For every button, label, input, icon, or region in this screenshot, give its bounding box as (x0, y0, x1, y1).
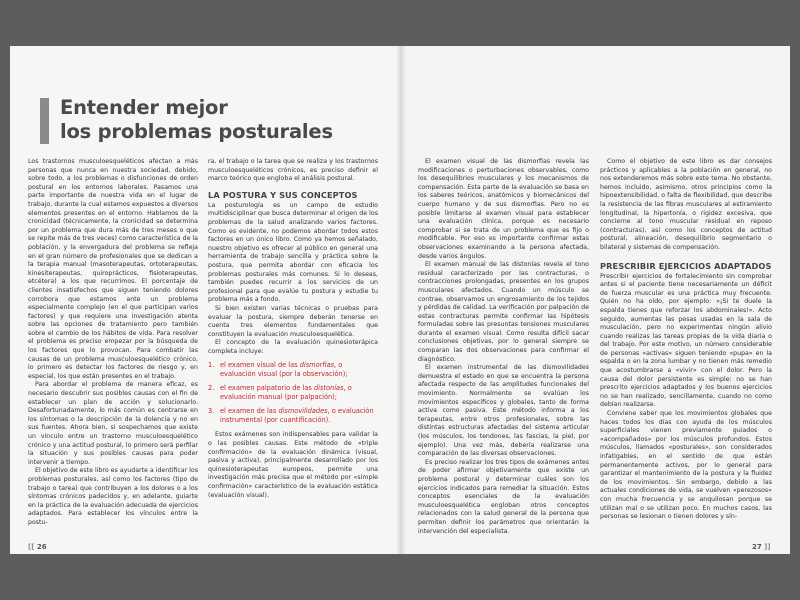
paragraph: El examen visual de las dismorfias revela las modificaciones o perturbaciones observables, como los desequilibrios musculares y los mecanismos de compensación. Esta parte de la evaluación se basa en los saberes teóricos, anatómicos y biomecánicos del cuerpo humano y de sus dismorfias. Pero no es posible limitarse al examen visual para establecer una evaluación clínica, porque es necesario comprobar si se trata de un problema que es fijo o modificable. Por eso es importante confirmar estas observaciones examinando a la persona afectada, desde varios ángulos. (418, 158, 589, 260)
chapter-title-block (40, 98, 380, 150)
list-text: el examen palpatorio de las distonías, o evaluación manual (por palpación); (220, 384, 352, 402)
paragraph: Los trastornos musculoesqueléticos afectan a más personas que nunca en nuestra sociedad, debido, sobre todo, a los problemas o disfunciones de orden postural en los entornos laborales. Pasamos una parte importante de nuestra vida en el lugar de trabajo, durante la cual estamos expuestos a diversos elementos presentes en el entorno. Hablamos de la cronicidad (técnicamente, la cronicidad se determina por un problema que dura más de tres meses o que se repite más de tres veces) como característica de la población, y la envergadura del problema se refleja en el gran número de profesionales que se dedican a la terapia manual (masoterapeutas, ortoterapeutas, kinesiterapeutas, quiroprácticos, fisioterapeutas, etcétera) a los que recurrimos. El porcentaje de clientes insatisfechos que siguen teniendo dolores corrobora que estamos ante un problema especialmente complejo (en el que participan varios factores) y que requiere una investigación atenta sobre las opciones de tratamiento pero también sobre el cambio de los hábitos de vida. Para resolver el problema es preciso empezar por la búsqueda de los factores que lo provocan. Para combatir las causas de un problema musculoesquelético crónico, lo primero es detectar los factores de riesgo y, en especial, los que están presentes en el trabajo. (28, 158, 198, 380)
paragraph: Conviene saber que los movimientos globales que haces todos los días con ayuda de los músculos superficiales vienen previamente guiados o «acompañados» por los músculos profundos. Estos músculos, llamados «posturales», son considerados infatigables, en el sentido de que están permanentemente activos, por lo general para garantizar el mantenimiento de la postura y la fluidez de los movimientos. Sin embargo, debido a las actuales condiciones de vida, se vuelven «perezosos» con mucha frecuencia y se anquilosan porque se utilizan mal o se utilizan poco. En muchos casos, las personas se lesionan o tienen dolores y sín- (600, 410, 772, 521)
list-item-3 (208, 407, 378, 425)
chapter-title (60, 96, 380, 144)
list-item-2 (208, 384, 378, 402)
paragraph: Como el objetivo de este libro es dar consejos prácticos y aplicables a la población en general, no nos extenderemos más sobre este tema. No obstante, hemos incluido, asimismo, otros principios como la hipoextensibilidad, o falta de flexibilidad, que describe la resistencia de las fibras musculares al estiramiento longitudinal, la hipertonía, o rigidez excesiva, que concierne al tono muscular residual en reposo (contracturas), así como los conceptos de actitud postural, alineación, desequilibrio segmentario o bilateral y sistemas de compensación. (600, 158, 772, 251)
section-heading-ejercicios: PRESCRIBIR EJERCICIOS ADAPTADOS (600, 260, 772, 271)
left-page (10, 46, 400, 554)
paragraph: Estos exámenes son indispensables para validar la o las posibles causas. Este método de «triple confirmación» de la evaluación dinámica (visual, pasiva y activa), principalmente desarrollado por los quinesioterapeutas europeos, permite una investigación más precisa que el método por «simple confirmación» característico de la evaluación estática (evaluación visual). (208, 431, 378, 499)
list-number: 2. (208, 384, 215, 393)
paragraph: El concepto de la evaluación quinesioterápica completa incluye: (208, 339, 378, 355)
paragraph: ra, el trabajo o la tarea que se realiza y los trastornos musculoesqueléticos crónicos, es preciso definir el marco teórico que engloba el análisis postural. (208, 158, 378, 183)
page-number-right: 27 ]] (752, 543, 771, 551)
paragraph: El examen manual de las distonías revela el tono residual caracterizado por las contracturas, o contracciones prolongadas, presentes en los grupos musculares afectados. Cuando un músculo se contrae, observamos un engrosamiento de los tejidos y pérdidas de calidad. La verificación por palpación de estas contracturas permite confirmar las hipótesis formuladas sobre las presuntas tensiones musculares durante el examen visual. Como resulta difícil sacar conclusiones objetivas, por lo general siempre se comparan las dos observaciones para confirmar el diagnóstico. (418, 261, 589, 363)
left-page-column-2 (208, 158, 378, 500)
paragraph: La posturología es un campo de estudio multidisciplinar que busca determinar el origen de los problemas de la salud analizando varios factores. Como es evidente, no podemos abordar todos estos factores en un único libro. Como ya hemos señalado, nuestro objetivo es ofrecer al público en general una herramienta de trabajo sencilla y práctica sobre la postura, que permita abordar con eficacia los problemas posturales más comunes. Si lo deseas, también puedes recurrir a los servicios de un profesional para que evalúe tu postura y estudie tu problema más a fondo. (208, 201, 378, 304)
title-accent-bar (40, 98, 49, 144)
paragraph: Prescribir ejercicios de fortalecimiento sin comprobar antes si el paciente tiene necesariamente un déficit de fuerza muscular es una práctica muy frecuente. Quién no ha oído, por ejemplo: «¡Si te duele la espalda tienes que reforzar los abdominales!». Acto seguido, aumentas las pesas usadas en la sala de musculación, pero no experimentas ningún alivio cuando realizas las tareas propias de la vida diaria o del trabajo. Por este motivo, un número considerable de personas «activas» siguen teniendo «pupa» en la espalda o en la zona lumbar y no tienen más remedio que acostumbrarse a «vivir» con el dolor. Pero la causa del dolor persistente es simple: no se han prescrito ejercicios adaptados y los buenos ejercicios no se han realizado, sencillamente, cuando no como debían realizarse. (600, 272, 772, 409)
list-text: el examen de las dismovilidades, o evaluación instrumental (por cuantificación). (220, 407, 374, 425)
list-number: 3. (208, 407, 215, 416)
paragraph: El examen instrumental de las dismovilidades demuestra el estado en que se encuentra la persona afectada respecto de las amplitudes funcionales del movimiento. Normalmente se evalúan los movimientos específicos y globales, tanto de forma activa como pasiva. Este método informa a los terapeutas, entre otros profesionales, sobre las distintas estructuras afectadas del sistema articular (los músculos, los tendones, las fascias, la piel, por ejemplo). Una vez más, debería realizarse una comparación de las diversas observaciones. (418, 364, 589, 458)
chapter-title-line-2: los problemas posturales (60, 120, 333, 143)
chapter-title-line-1: Entender mejor (60, 96, 228, 119)
paragraph: Para abordar el problema de manera eficaz, es necesario descubrir sus posibles causas con el fin de establecer un plan de acción y solucionarlo. Desafortunadamente, lo más común es centrarse en los síntomas o la descripción de la dolencia y no en sus fuentes. Ahora bien, si sospechamos que existe un vínculo entre un trastorno musculoesquelético crónico y una actitud postural, lo primero será perfilar la situación y sus posibles causas para poder intervenir a tiempo. (28, 381, 198, 466)
book-spread (10, 46, 790, 554)
list-text: el examen visual de las dismorfias, o evaluación visual (por la observación); (220, 361, 348, 379)
right-page (400, 46, 790, 554)
list-item-1 (208, 361, 378, 379)
paragraph: El objetivo de este libro es ayudarte a identificar los problemas posturales, así como los factores (tipo de trabajo o tarea) que contribuyen a los dolores o a los síntomas crónicos padecidos y, en adelante, guiarte en la práctica de la evaluación adecuada de ejercicios adaptados. Para establecer los vínculos entre la postu- (28, 467, 198, 526)
list-number: 1. (208, 361, 215, 370)
right-page-column-2 (600, 158, 772, 522)
paragraph: Si bien existen varias técnicas o pruebas para evaluar la postura, siempre deberán tenerse en cuenta tres elementos fundamentales que constituyen la evaluación musculoesquelética. (208, 304, 378, 338)
section-heading-postura: LA POSTURA Y SUS CONCEPTOS (208, 189, 358, 200)
page-number-left: [[ 26 (28, 543, 47, 551)
right-page-column-1 (418, 158, 589, 536)
paragraph: Es preciso realizar los tres tipos de exámenes antes de poder afirmar objetivamente que existe un problema postural y determinar cuáles son los ejercicios indicados para remediar la situación. Estos conceptos esenciales de la evaluación musculoesquelética engloban otros conceptos relacionados con la salud general de la persona que permiten definir los parámetros que orientarán la intervención del especialista. (418, 458, 589, 535)
book-gutter (396, 46, 406, 554)
left-page-column-1 (28, 158, 198, 528)
